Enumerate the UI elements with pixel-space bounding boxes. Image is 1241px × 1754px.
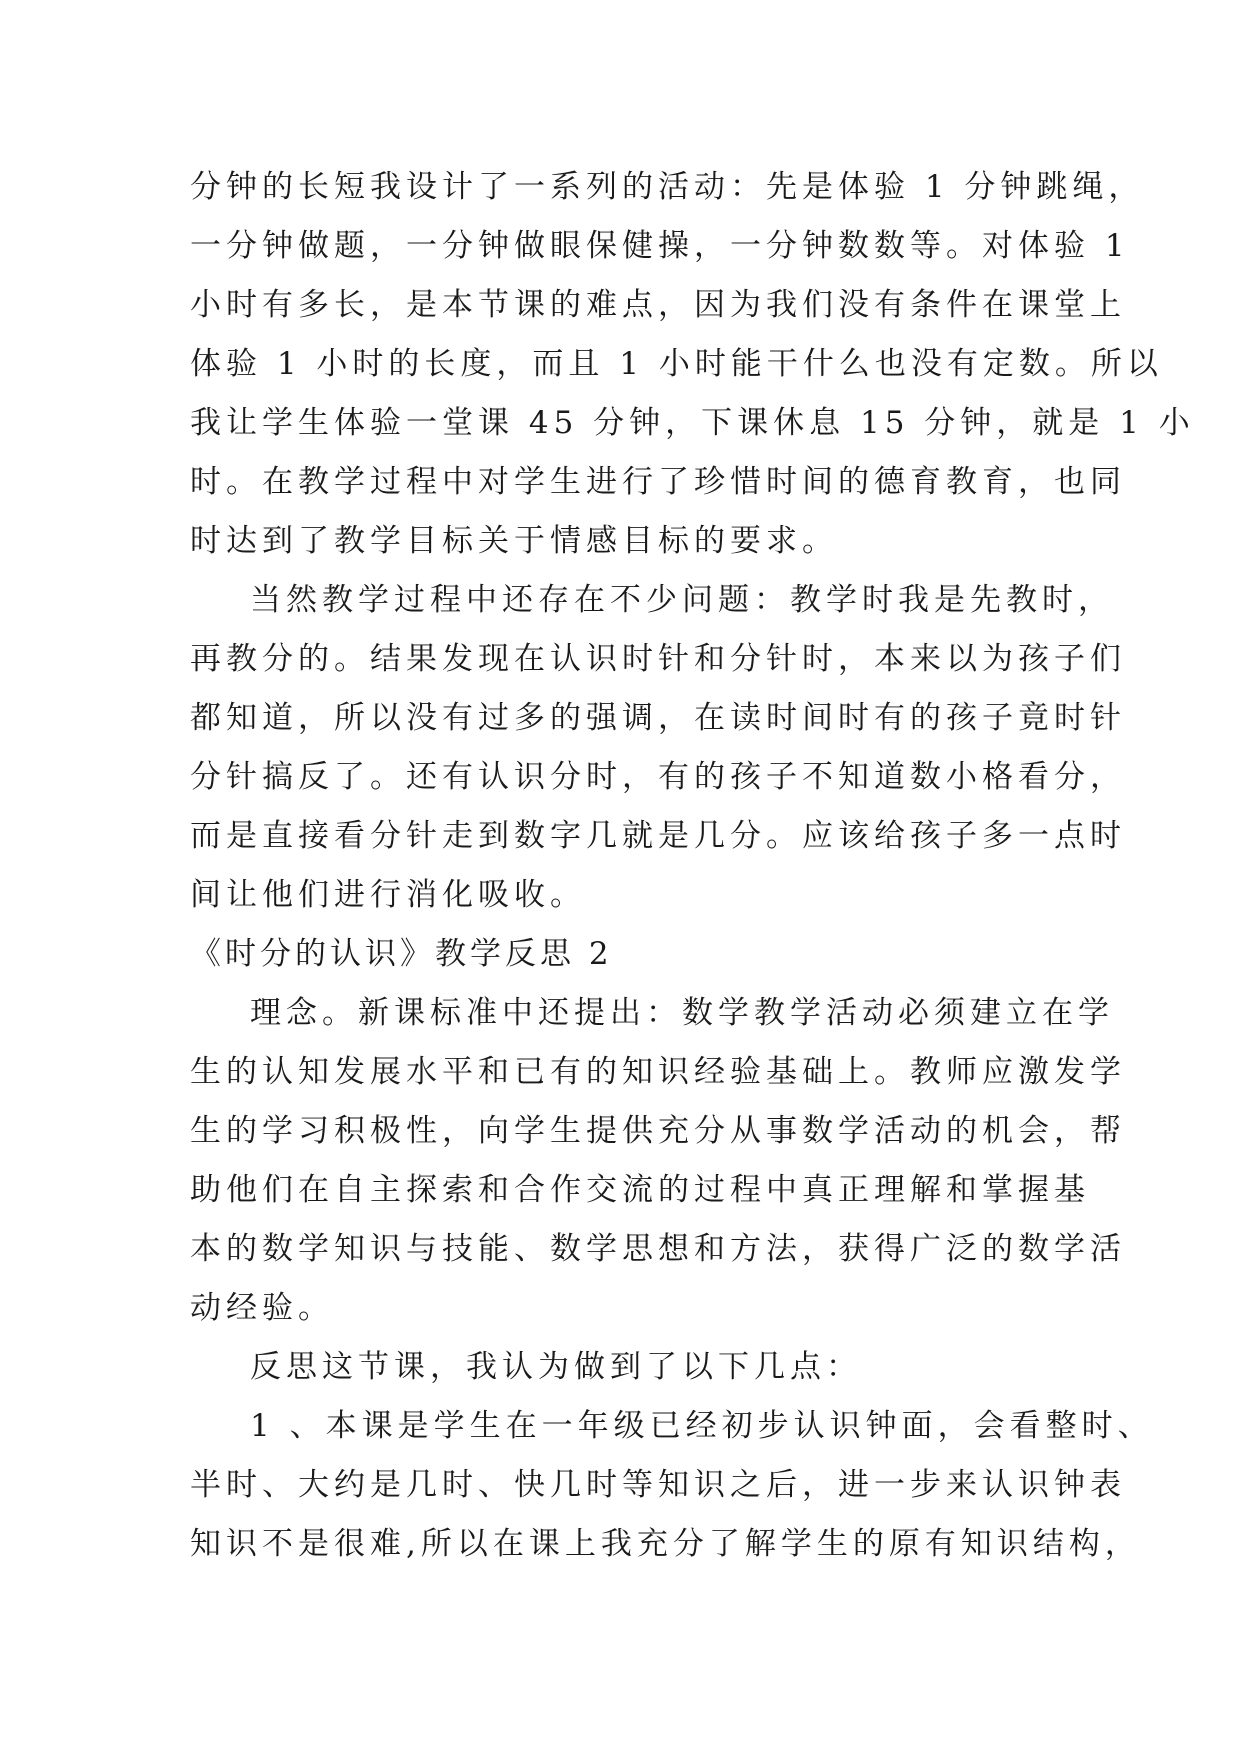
paragraph-activities [190,158,1195,571]
text-line: 1 、本课是学生在一年级已经初步认识钟面，会看整时、 [250,1408,1154,1444]
document-body [190,158,1195,1574]
text-line: 知识不是很难,所以在课上我充分了解学生的原有知识结构， [190,1526,1141,1562]
text-line: 本的数学知识与技能、数学思想和方法，获得广泛的数学活 [190,1231,1126,1267]
paragraph-problems [190,571,1126,925]
text-line: 我让学生体验一堂课 45 分钟，下课休息 15 分钟，就是 1 小 [190,405,1195,441]
text-line: 体验 1 小时的长度，而且 1 小时能干什么也没有定数。所以 [190,346,1163,382]
text-line: 生的学习积极性，向学生提供充分从事数学活动的机会，帮 [190,1113,1126,1149]
text-line: 半时、大约是几时、快几时等知识之后，进一步来认识钟表 [190,1467,1126,1503]
text-line: 反思这节课，我认为做到了以下几点： [250,1349,862,1385]
text-line: 理念。新课标准中还提出：数学教学活动必须建立在学 [250,995,1114,1031]
text-line: 生的认知发展水平和已有的知识经验基础上。教师应激发学 [190,1054,1126,1090]
text-line: 分针搞反了。还有认识分时，有的孩子不知道数小格看分， [190,759,1126,795]
text-line: 时达到了教学目标关于情感目标的要求。 [190,523,838,559]
text-line: 当然教学过程中还存在不少问题：教学时我是先教时， [250,582,1114,618]
text-line: 动经验。 [190,1290,334,1326]
text-line: 再教分的。结果发现在认识时针和分针时，本来以为孩子们 [190,641,1126,677]
paragraph-point-1 [190,1397,1154,1574]
text-line: 都知道，所以没有过多的强调，在读时间时有的孩子竟时针 [190,700,1126,736]
text-line: 小时有多长，是本节课的难点，因为我们没有条件在课堂上 [190,287,1126,323]
section-heading: 《时分的认识》教学反思 2 [190,936,613,972]
text-line: 而是直接看分针走到数字几就是几分。应该给孩子多一点时 [190,818,1126,854]
paragraph-concept [190,984,1126,1338]
paragraph-reflection [190,1338,1070,1397]
text-line: 一分钟做题，一分钟做眼保健操，一分钟数数等。对体验 1 [190,228,1130,264]
text-line: 时。在教学过程中对学生进行了珍惜时间的德育教育，也同 [190,464,1126,500]
text-line: 间让他们进行消化吸收。 [190,877,586,913]
text-line: 分钟的长短我设计了一系列的活动：先是体验 1 分钟跳绳， [190,169,1145,205]
text-line: 助他们在自主探索和合作交流的过程中真正理解和掌握基 [190,1172,1090,1208]
